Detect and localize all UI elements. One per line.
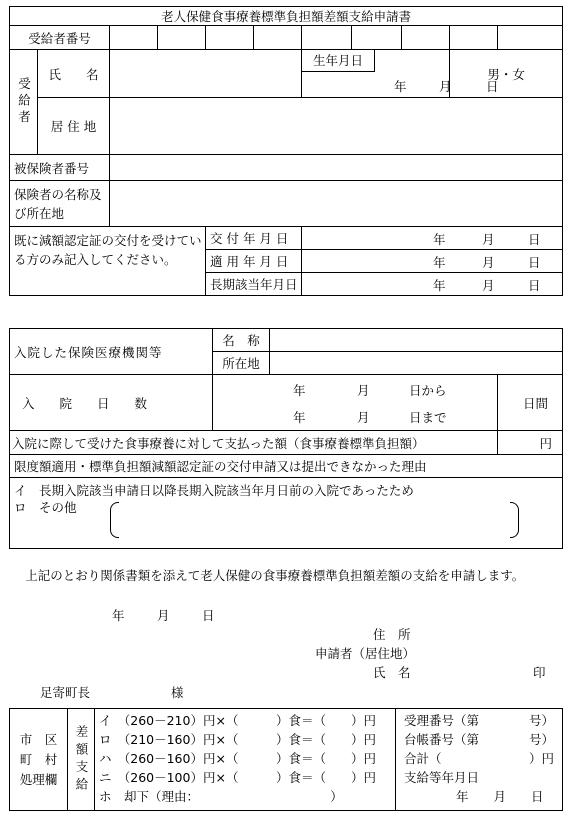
recipient-number-label: 受給者番号 — [10, 26, 110, 50]
reason-field[interactable] — [10, 478, 563, 549]
reason-bracket-left — [110, 502, 119, 538]
calculation-rows — [95, 709, 396, 811]
recipient-number-box[interactable] — [402, 26, 450, 50]
insured-number-label: 被保険者番号 — [10, 155, 110, 181]
birth-date-label: 生年月日 — [301, 49, 375, 72]
recipient-info-table — [9, 6, 563, 296]
reason-option-other[interactable]: ロ その他 — [14, 500, 77, 515]
calc-row-ha[interactable]: ハ （260－160）円×（ ）食＝（ ）円 — [99, 751, 376, 766]
birth-date-cell[interactable]: 生年月日 年 月 日 — [302, 50, 450, 98]
name-field[interactable] — [110, 50, 302, 98]
calc-row-ro[interactable]: ロ （210－160）円×（ ）食＝（ ）円 — [99, 732, 376, 747]
name-label: 氏 名 — [38, 50, 110, 98]
long-term-date-field[interactable]: 年 月 日 — [302, 273, 563, 296]
applicant-label: 申請者（居住地） — [315, 646, 416, 661]
institution-name-label: 名 称 — [213, 329, 270, 352]
seal-mark: 印 — [533, 665, 546, 680]
recipient-vertical-label: 受給者 — [10, 50, 38, 155]
issue-date-field[interactable]: 年 月 日 — [302, 227, 563, 250]
calc-row-i[interactable]: イ （260－210）円×（ ）食＝（ ）円 — [99, 713, 376, 728]
insurer-label: 保険者の名称及び所在地 — [10, 181, 110, 227]
paid-amount-label: 入院に際して受けた食事療養に対して支払った額（食事療養標準負担額） — [10, 431, 498, 455]
institution-location-field[interactable] — [270, 352, 563, 375]
ledger-number[interactable]: 台帳番号（第 号） — [404, 732, 555, 747]
honorific: 様 — [171, 685, 184, 700]
recipient-number-box[interactable] — [110, 26, 158, 50]
reason-label: 限度額適用・標準負担額減額認定証の交付申請又は提出できなかった理由 — [10, 455, 563, 478]
reduced-cert-note: 既に減額認定証の交付を受けている方のみ記入してください。 — [10, 227, 206, 296]
apply-date-field[interactable]: 年 月 日 — [302, 250, 563, 273]
office-right-info — [396, 709, 563, 811]
reason-bracket-right — [510, 502, 519, 538]
declaration-date[interactable]: 年 月 日 — [112, 608, 215, 623]
calc-row-ho[interactable]: ホ 却下（理由： ） — [99, 789, 343, 804]
hospital-days-field[interactable]: 日間 — [498, 375, 563, 431]
sex-field[interactable]: 男・女 — [450, 50, 563, 98]
paid-amount-field[interactable]: 円 — [498, 431, 563, 455]
payment-date[interactable]: 年 月 日 — [456, 789, 544, 804]
insured-number-field[interactable] — [110, 155, 563, 181]
institution-label: 入院した保険医療機関等 — [10, 329, 213, 375]
hospital-info-table — [9, 328, 563, 549]
receipt-number[interactable]: 受理番号（第 号） — [404, 713, 555, 728]
total-amount[interactable]: 合計（ ）円 — [404, 751, 555, 766]
long-term-date-label: 長期該当年月日 — [206, 273, 302, 296]
office-processing-table — [9, 708, 563, 811]
declaration-text: 上記のとおり関係書類を添えて老人保健の食事療養標準負担額差額の支給を申請します。 — [25, 568, 525, 583]
diff-payment-label: 差額支給 — [68, 709, 95, 811]
recipient-number-box[interactable] — [352, 26, 402, 50]
institution-name-field[interactable] — [270, 329, 563, 352]
office-section-label: 市 区 町 村 処理欄 — [10, 709, 68, 811]
insurer-field[interactable] — [110, 181, 563, 227]
recipient-number-box[interactable] — [498, 26, 563, 50]
form-title: 老人保健食事療養標準負担額差額支給申請書 — [10, 7, 563, 26]
apply-date-label: 適 用 年 月 日 — [206, 250, 302, 273]
addressee: 足寄町長 — [40, 685, 91, 700]
institution-location-label: 所在地 — [213, 352, 270, 375]
payment-date-label: 支給等年月日 — [404, 770, 480, 785]
address-field[interactable] — [110, 98, 563, 155]
calc-row-ni[interactable]: ニ （260－100）円×（ ）食＝（ ）円 — [99, 770, 376, 785]
recipient-number-box[interactable] — [302, 26, 352, 50]
recipient-number-box[interactable] — [254, 26, 302, 50]
issue-date-label: 交 付 年 月 日 — [206, 227, 302, 250]
recipient-number-box[interactable] — [158, 26, 206, 50]
reason-option-i[interactable]: イ 長期入院該当申請日以降長期入院該当年月日前の入院であったため — [14, 483, 414, 498]
recipient-number-box[interactable] — [450, 26, 498, 50]
applicant-name-label: 氏 名 — [373, 665, 411, 680]
recipient-number-box[interactable] — [206, 26, 254, 50]
applicant-address-label: 住 所 — [373, 627, 411, 642]
hospital-days-label: 入 院 日 数 — [10, 375, 213, 431]
address-label: 居 住 地 — [38, 98, 110, 155]
hospital-period-field[interactable]: 年 月 日から 年 月 日まで — [213, 375, 498, 431]
